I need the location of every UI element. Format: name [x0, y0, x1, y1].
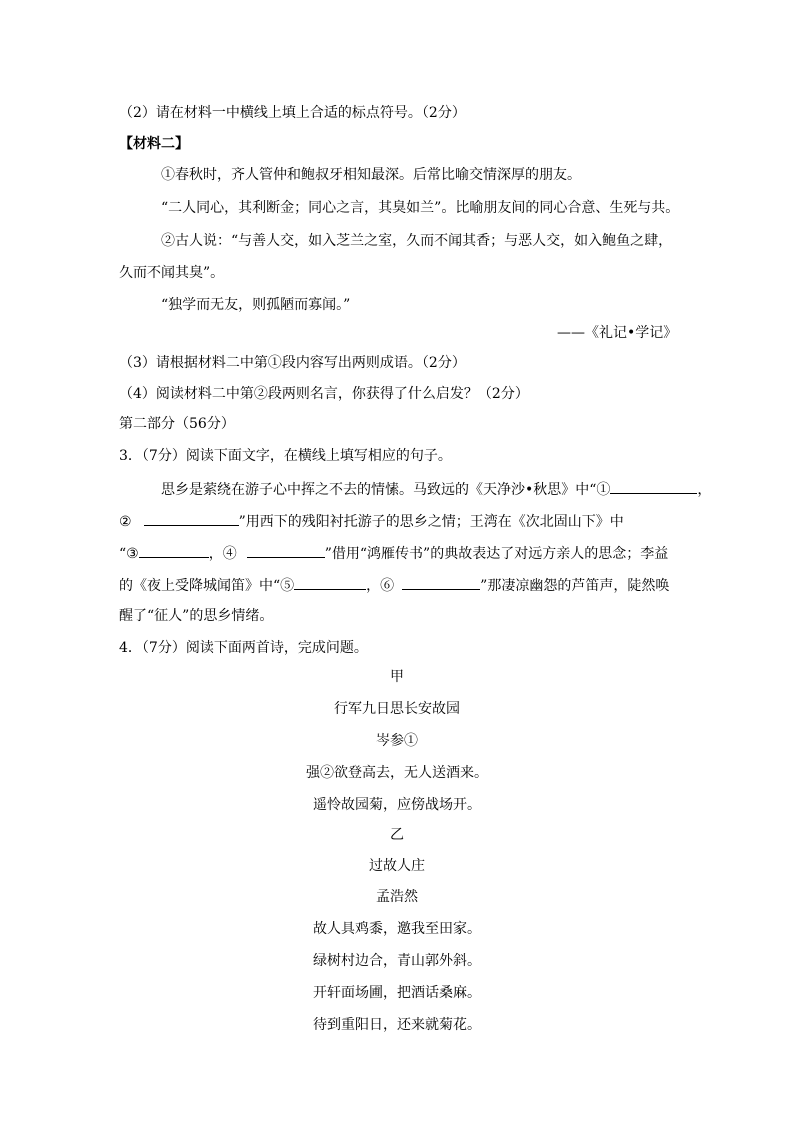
poem-b-line-2: 绿树村边合，青山郭外斜。: [313, 953, 481, 969]
quote-source: ——《礼记•学记》: [557, 325, 678, 341]
poem-b-title: 过故人庄: [369, 858, 425, 874]
material-2-paragraph-1: ①春秋时，齐人管仲和鲍叔牙相知最深。后常比喻交情深厚的朋友。: [161, 167, 581, 183]
answer-blank-1[interactable]: [610, 479, 697, 494]
question-2-part-3: （3）请根据材料二中第①段内容写出两则成语。（2分）: [119, 355, 466, 371]
answer-blank-4[interactable]: [247, 543, 325, 558]
poem-b-line-4: 待到重阳日，还来就菊花。: [313, 1017, 481, 1033]
question-3-stem: 3．（7分）阅读下面文字，在横线上填写相应的句子。: [119, 448, 452, 464]
material-2-paragraph-2-line-1: ②古人说：“与善人交，如入芝兰之室，久而不闻其香；与恶人交，如入鲍鱼之肆，: [161, 233, 673, 249]
answer-blank-3[interactable]: [139, 543, 209, 558]
passage-text: ”用西下的残阳衬托游子的思乡之情；王湾在《次北固山下》中: [238, 514, 624, 530]
question-3-line-2: [119, 511, 624, 529]
question-2-part-2: （2）请在材料一中横线上填上合适的标点符号。（2分）: [119, 105, 466, 121]
material-2-paragraph-2-line-2: 久而不闻其臭”。: [119, 265, 225, 281]
poem-a-author: 岑参①: [376, 733, 418, 749]
poem-b-label: 乙: [390, 827, 404, 843]
question-2-part-4: （4）阅读材料二中第②段两则名言，你获得了什么启发？（2分）: [119, 386, 529, 402]
answer-blank-6[interactable]: [402, 575, 480, 590]
question-3-line-5: 醒了“征人”的思乡情绪。: [119, 608, 274, 624]
material-2-quote-2: “独学而无友，则孤陋而寡闻。”: [161, 297, 351, 313]
poem-b-line-3: 开轩面场圃，把酒话桑麻。: [313, 985, 481, 1001]
question-3-line-3: [119, 543, 668, 561]
answer-blank-2[interactable]: [144, 511, 239, 526]
poem-b-author: 孟浩然: [376, 889, 418, 905]
passage-text: ”借用“鸿雁传书”的典故表达了对远方亲人的思念；李益: [324, 546, 669, 562]
part-2-heading: 第二部分（56分）: [119, 416, 235, 432]
question-4-stem: 4．（7分）阅读下面两首诗，完成问题。: [119, 640, 368, 656]
passage-text: 思乡是萦绕在游子心中挥之不去的情愫。马致远的《天净沙•秋思》中“①: [161, 482, 611, 498]
question-3-line-1: [161, 479, 711, 497]
poem-a-label: 甲: [390, 669, 404, 685]
passage-text: ，④: [208, 546, 237, 562]
passage-text: ②: [119, 514, 132, 530]
passage-text: ”那凄凉幽怨的芦笛声，陡然唤: [480, 578, 670, 594]
poem-a-title: 行军九日思长安故园: [334, 701, 460, 717]
passage-text: ，: [697, 482, 712, 498]
material-2-quote-1: “二人同心，其利断金；同心之言，其臭如兰”。比喻朋友间的同心合意、生死与共。: [161, 200, 680, 216]
question-3-line-4: [119, 575, 669, 593]
passage-text: “③: [119, 546, 139, 562]
material-2-heading: 【材料二】: [119, 136, 189, 152]
answer-blank-5[interactable]: [294, 575, 366, 590]
poem-a-line-1: 强②欲登高去，无人送酒来。: [306, 765, 488, 781]
poem-a-line-2: 遥怜故园菊，应傍战场开。: [313, 797, 481, 813]
poem-b-line-1: 故人具鸡黍，邀我至田家。: [313, 921, 481, 937]
passage-text: 的《夜上受降城闻笛》中“⑤: [119, 578, 295, 594]
passage-text: ，⑥: [366, 578, 395, 594]
